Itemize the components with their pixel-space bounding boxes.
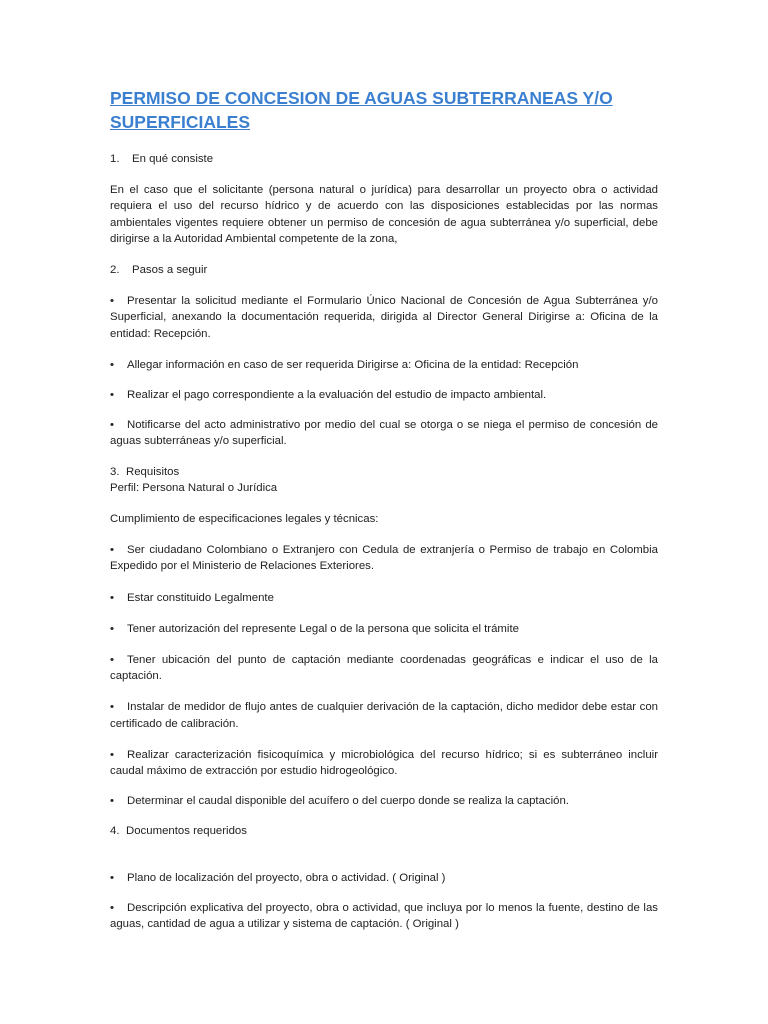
- section-4-heading: [110, 823, 658, 839]
- list-item: • Ser ciudadano Colombiano o Extranjero con Cedula de extranjería o Permiso de trabajo en Colombia Expedido por el Ministerio de Relaciones Exteriores.: [110, 542, 658, 574]
- list-item: • Plano de localización del proyecto, obra o actividad. ( Original ): [110, 870, 658, 886]
- list-item: • Determinar el caudal disponible del acuífero o del cuerpo donde se realiza la captación.: [110, 793, 658, 809]
- list-item: • Descripción explicativa del proyecto, obra o actividad, que incluya por lo menos la fuente, destino de las aguas, cantidad de agua a utilizar y sistema de captación. ( Original ): [110, 900, 658, 932]
- document-title: PERMISO DE CONCESION DE AGUAS SUBTERRANEAS Y/O SUPERFICIALES: [110, 88, 613, 132]
- list-item: • Tener ubicación del punto de captación mediante coordenadas geográficas e indicar el uso de la captación.: [110, 652, 658, 684]
- section-number: 4.: [110, 825, 120, 838]
- list-item: • Instalar de medidor de flujo antes de cualquier derivación de la captación, dicho medidor debe estar con certificado de calibración.: [110, 699, 658, 731]
- section-number: 2.: [110, 264, 120, 277]
- section-heading-text: Requisitos: [126, 465, 180, 478]
- section-heading-text: Documentos requeridos: [126, 825, 247, 838]
- section-number: 3.: [110, 465, 120, 478]
- list-item: • Allegar información en caso de ser requerida Dirigirse a: Oficina de la entidad: Recepción: [110, 357, 658, 373]
- section-heading-text: Pasos a seguir: [132, 264, 208, 277]
- list-item: • Presentar la solicitud mediante el Formulario Único Nacional de Concesión de Agua Subterránea y/o Superficial, anexando la documentación requerida, dirigida al Director General Dirigirse a: Oficina de la entidad: Recepción.: [110, 293, 658, 342]
- section-number: 1.: [110, 153, 120, 165]
- list-item: • Notificarse del acto administrativo por medio del cual se otorga o se niega el permiso de concesión de aguas subterráneas y/o superficial.: [110, 417, 658, 449]
- section-2-heading: [110, 262, 658, 278]
- list-item: • Tener autorización del represente Legal o de la persona que solicita el trámite: [110, 621, 658, 637]
- section-3-heading: [110, 464, 658, 480]
- requirements-intro: Cumplimiento de especificaciones legales y técnicas:: [110, 513, 379, 526]
- list-item: • Estar constituido Legalmente: [110, 590, 658, 606]
- section-1-heading: [110, 151, 658, 167]
- section-1-body: En el caso que el solicitante (persona natural o jurídica) para desarrollar un proyecto obra o actividad requiera el uso del recurso hídrico y de acuerdo con las disposiciones establecidas por las normas ambientales vigentes requiere obtener un permiso de concesión de agua subterránea y/o superficial, debe dirigirse a la Autoridad Ambiental competente de la zona,: [110, 184, 658, 245]
- section-heading-text: En qué consiste: [132, 153, 214, 165]
- list-item: • Realizar caracterización fisicoquímica y microbiológica del recurso hídrico; si es subterráneo incluir caudal máximo de extracción por estudio hidrogeológico.: [110, 747, 658, 779]
- document-page: [110, 86, 658, 932]
- profile-line: Perfil: Persona Natural o Jurídica: [110, 481, 278, 494]
- list-item: • Realizar el pago correspondiente a la evaluación del estudio de impacto ambiental.: [110, 387, 658, 403]
